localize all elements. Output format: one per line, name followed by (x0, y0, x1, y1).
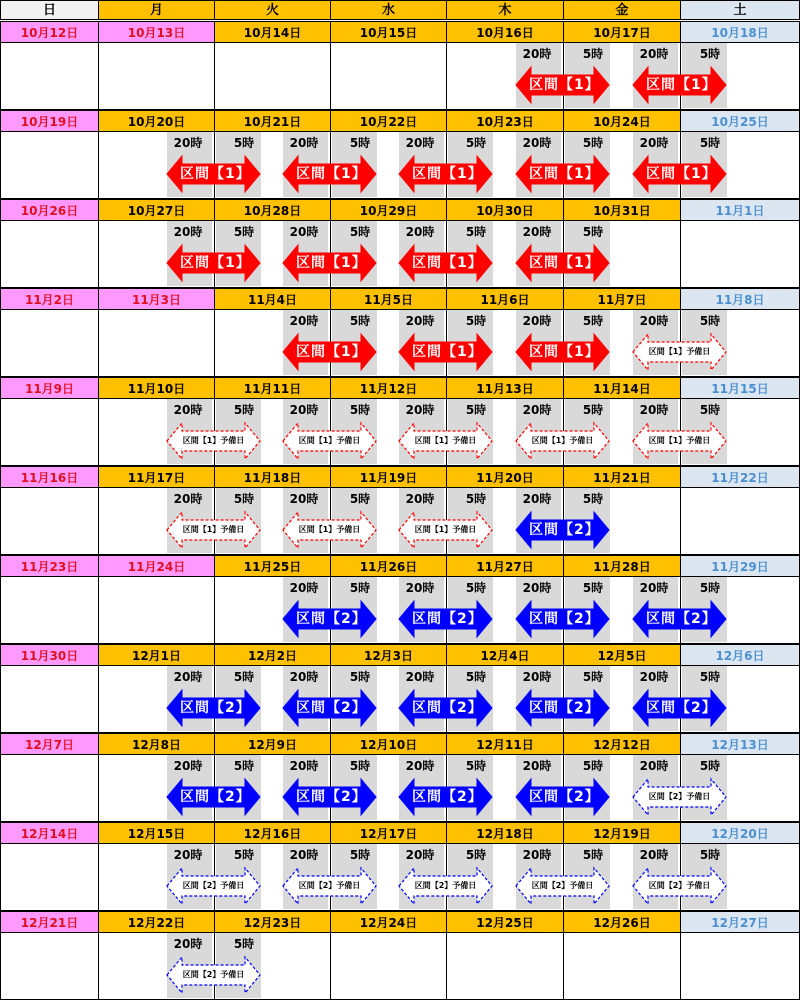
section-arrow[interactable] (282, 864, 377, 908)
date-cell[interactable]: 12月6日 (680, 644, 800, 666)
end-time-label: 5時 (233, 848, 255, 862)
section-arrow[interactable] (282, 330, 377, 374)
end-time-label: 5時 (582, 225, 604, 239)
date-cell[interactable]: 10月27日 (98, 199, 215, 221)
start-time-label: 20時 (289, 314, 319, 328)
date-cell[interactable]: 11月29日 (680, 555, 800, 577)
date-cell[interactable]: 11月5日 (330, 288, 447, 310)
section-label: 区間【2】 (529, 700, 600, 716)
end-time-label: 5時 (233, 759, 255, 773)
date-cell[interactable]: 11月25日 (214, 555, 331, 577)
schedule-cell[interactable] (0, 932, 99, 1000)
start-time-label: 20時 (173, 848, 203, 862)
end-time-label: 5時 (699, 848, 721, 862)
date-cell[interactable]: 12月4日 (446, 644, 564, 666)
section-label: 区間【2】 (180, 700, 251, 716)
start-time-label: 20時 (405, 581, 435, 595)
end-time-label: 5時 (582, 670, 604, 684)
section-label: 区間【2】 (529, 522, 600, 538)
section-arrow[interactable] (632, 152, 727, 196)
date-cell[interactable]: 11月15日 (680, 377, 800, 399)
section-arrow[interactable] (515, 508, 610, 552)
section-label: 区間【2】 (646, 611, 717, 627)
end-time-label: 5時 (233, 225, 255, 239)
section-label: 区間【1】予備日 (298, 525, 361, 534)
start-time-label: 20時 (639, 136, 669, 150)
end-time-label: 5時 (465, 314, 487, 328)
start-time-label: 20時 (522, 403, 552, 417)
date-cell[interactable]: 12月3日 (330, 644, 447, 666)
section-label: 区間【1】 (646, 77, 717, 93)
date-cell[interactable]: 10月12日 (0, 21, 99, 43)
date-cell[interactable]: 12月10日 (330, 733, 447, 755)
end-time-label: 5時 (699, 403, 721, 417)
section-arrow[interactable] (632, 330, 727, 374)
section-label: 区間【1】 (296, 255, 367, 271)
start-time-label: 20時 (173, 225, 203, 239)
start-time-label: 20時 (289, 759, 319, 773)
schedule-cell[interactable] (98, 576, 215, 644)
start-time-label: 20時 (405, 670, 435, 684)
schedule-cell[interactable] (0, 576, 99, 644)
date-cell[interactable]: 11月6日 (446, 288, 564, 310)
section-arrow[interactable] (515, 152, 610, 196)
section-label: 区間【1】予備日 (182, 436, 245, 445)
end-time-label: 5時 (582, 314, 604, 328)
start-time-label: 20時 (405, 759, 435, 773)
section-arrow[interactable] (515, 63, 610, 107)
end-time-label: 5時 (465, 492, 487, 506)
end-time-label: 5時 (582, 848, 604, 862)
end-time-label: 5時 (699, 581, 721, 595)
start-time-label: 20時 (405, 136, 435, 150)
section-label: 区間【1】 (296, 166, 367, 182)
end-time-label: 5時 (349, 670, 371, 684)
date-cell[interactable]: 11月13日 (446, 377, 564, 399)
section-label: 区間【1】 (529, 77, 600, 93)
end-time-label: 5時 (233, 136, 255, 150)
section-label: 区間【2】予備日 (414, 881, 477, 890)
date-cell[interactable]: 12月21日 (0, 911, 99, 933)
date-cell[interactable]: 11月17日 (98, 466, 215, 488)
end-time-label: 5時 (349, 848, 371, 862)
date-cell[interactable]: 12月12日 (563, 733, 681, 755)
section-label: 区間【2】 (296, 789, 367, 805)
date-cell[interactable]: 11月19日 (330, 466, 447, 488)
date-cell[interactable]: 12月18日 (446, 822, 564, 844)
weekday-header: 木 (446, 0, 564, 20)
date-cell[interactable]: 11月12日 (330, 377, 447, 399)
date-cell[interactable]: 12月27日 (680, 911, 800, 933)
start-time-label: 20時 (405, 225, 435, 239)
section-label: 区間【2】予備日 (531, 881, 594, 890)
date-cell[interactable]: 11月1日 (680, 199, 800, 221)
date-cell[interactable]: 12月13日 (680, 733, 800, 755)
start-time-label: 20時 (289, 225, 319, 239)
end-time-label: 5時 (582, 759, 604, 773)
section-arrow[interactable] (515, 686, 610, 730)
start-time-label: 20時 (173, 136, 203, 150)
start-time-label: 20時 (405, 492, 435, 506)
date-cell[interactable]: 11月3日 (98, 288, 215, 310)
end-time-label: 5時 (699, 759, 721, 773)
section-arrow[interactable] (398, 330, 493, 374)
schedule-cell[interactable] (680, 220, 800, 288)
schedule-cell[interactable] (0, 665, 99, 733)
date-cell[interactable]: 10月20日 (98, 110, 215, 132)
section-arrow[interactable] (398, 864, 493, 908)
weekday-header: 水 (330, 0, 447, 20)
start-time-label: 20時 (639, 759, 669, 773)
section-arrow[interactable] (282, 597, 377, 641)
section-arrow[interactable] (282, 508, 377, 552)
end-time-label: 5時 (582, 403, 604, 417)
start-time-label: 20時 (522, 492, 552, 506)
section-label: 区間【1】予備日 (414, 436, 477, 445)
end-time-label: 5時 (582, 492, 604, 506)
date-cell[interactable]: 11月22日 (680, 466, 800, 488)
date-cell[interactable]: 12月17日 (330, 822, 447, 844)
section-arrow[interactable] (398, 686, 493, 730)
date-cell[interactable]: 10月22日 (330, 110, 447, 132)
end-time-label: 5時 (349, 225, 371, 239)
date-cell[interactable]: 11月4日 (214, 288, 331, 310)
section-label: 区間【1】 (180, 166, 251, 182)
section-label: 区間【2】予備日 (298, 881, 361, 890)
date-cell[interactable]: 12月11日 (446, 733, 564, 755)
weekday-header: 土 (680, 0, 800, 20)
date-cell[interactable]: 10月31日 (563, 199, 681, 221)
date-cell[interactable]: 10月30日 (446, 199, 564, 221)
end-time-label: 5時 (233, 670, 255, 684)
date-cell[interactable]: 11月10日 (98, 377, 215, 399)
section-label: 区間【2】 (296, 700, 367, 716)
schedule-cell[interactable] (0, 220, 99, 288)
end-time-label: 5時 (349, 759, 371, 773)
end-time-label: 5時 (349, 314, 371, 328)
date-cell[interactable]: 11月30日 (0, 644, 99, 666)
section-label: 区間【1】 (412, 344, 483, 360)
section-arrow[interactable] (166, 775, 261, 819)
start-time-label: 20時 (289, 403, 319, 417)
date-cell[interactable]: 12月19日 (563, 822, 681, 844)
section-label: 区間【1】 (180, 255, 251, 271)
date-cell[interactable]: 11月28日 (563, 555, 681, 577)
section-arrow[interactable] (398, 597, 493, 641)
section-label: 区間【1】予備日 (182, 525, 245, 534)
date-cell[interactable]: 11月21日 (563, 466, 681, 488)
start-time-label: 20時 (522, 581, 552, 595)
date-cell[interactable]: 12月26日 (563, 911, 681, 933)
section-label: 区間【1】 (529, 344, 600, 360)
start-time-label: 20時 (289, 581, 319, 595)
start-time-label: 20時 (173, 937, 203, 951)
section-arrow[interactable] (166, 508, 261, 552)
schedule-cell[interactable] (0, 487, 99, 555)
date-cell[interactable]: 10月21日 (214, 110, 331, 132)
start-time-label: 20時 (173, 403, 203, 417)
date-cell[interactable]: 12月23日 (214, 911, 331, 933)
date-cell[interactable]: 10月15日 (330, 21, 447, 43)
start-time-label: 20時 (173, 759, 203, 773)
date-cell[interactable]: 11月16日 (0, 466, 99, 488)
start-time-label: 20時 (289, 492, 319, 506)
start-time-label: 20時 (289, 848, 319, 862)
date-cell[interactable]: 12月14日 (0, 822, 99, 844)
section-label: 区間【2】 (412, 611, 483, 627)
date-cell[interactable]: 10月13日 (98, 21, 215, 43)
section-arrow[interactable] (166, 953, 261, 997)
section-arrow[interactable] (398, 419, 493, 463)
date-cell[interactable]: 12月16日 (214, 822, 331, 844)
end-time-label: 5時 (349, 136, 371, 150)
section-label: 区間【1】 (412, 255, 483, 271)
end-time-label: 5時 (465, 670, 487, 684)
start-time-label: 20時 (289, 136, 319, 150)
start-time-label: 20時 (639, 47, 669, 61)
end-time-label: 5時 (582, 136, 604, 150)
section-label: 区間【2】 (646, 700, 717, 716)
end-time-label: 5時 (349, 492, 371, 506)
section-label: 区間【1】 (529, 255, 600, 271)
date-cell[interactable]: 11月27日 (446, 555, 564, 577)
date-cell[interactable]: 10月17日 (563, 21, 681, 43)
end-time-label: 5時 (465, 225, 487, 239)
date-cell[interactable]: 10月28日 (214, 199, 331, 221)
start-time-label: 20時 (522, 670, 552, 684)
section-arrow[interactable] (166, 864, 261, 908)
date-cell[interactable]: 12月5日 (563, 644, 681, 666)
section-label: 区間【2】予備日 (648, 792, 711, 801)
section-arrow[interactable] (515, 241, 610, 285)
date-cell[interactable]: 11月18日 (214, 466, 331, 488)
start-time-label: 20時 (405, 314, 435, 328)
end-time-label: 5時 (699, 670, 721, 684)
date-cell[interactable]: 11月2日 (0, 288, 99, 310)
date-cell[interactable]: 11月14日 (563, 377, 681, 399)
date-cell[interactable]: 12月20日 (680, 822, 800, 844)
schedule-cell[interactable] (98, 309, 215, 377)
date-cell[interactable]: 12月15日 (98, 822, 215, 844)
schedule-cell[interactable] (330, 932, 447, 1000)
section-label: 区間【1】予備日 (648, 436, 711, 445)
section-arrow[interactable] (166, 419, 261, 463)
section-label: 区間【2】 (529, 611, 600, 627)
section-label: 区間【1】 (412, 166, 483, 182)
end-time-label: 5時 (699, 314, 721, 328)
date-cell[interactable]: 12月2日 (214, 644, 331, 666)
end-time-label: 5時 (699, 136, 721, 150)
date-cell[interactable]: 12月1日 (98, 644, 215, 666)
section-label: 区間【2】 (529, 789, 600, 805)
section-label: 区間【1】予備日 (414, 525, 477, 534)
date-cell[interactable]: 12月22日 (98, 911, 215, 933)
section-arrow[interactable] (282, 152, 377, 196)
schedule-cell[interactable] (214, 42, 331, 110)
schedule-cell[interactable] (446, 932, 564, 1000)
start-time-label: 20時 (522, 47, 552, 61)
section-arrow[interactable] (632, 597, 727, 641)
section-arrow[interactable] (515, 330, 610, 374)
start-time-label: 20時 (173, 492, 203, 506)
date-cell[interactable]: 10月14日 (214, 21, 331, 43)
schedule-cell[interactable] (680, 487, 800, 555)
end-time-label: 5時 (349, 403, 371, 417)
section-arrow[interactable] (398, 508, 493, 552)
section-arrow[interactable] (282, 686, 377, 730)
section-arrow[interactable] (632, 686, 727, 730)
section-arrow[interactable] (398, 775, 493, 819)
date-cell[interactable]: 11月7日 (563, 288, 681, 310)
section-label: 区間【2】予備日 (182, 881, 245, 890)
start-time-label: 20時 (639, 403, 669, 417)
end-time-label: 5時 (465, 759, 487, 773)
end-time-label: 5時 (233, 403, 255, 417)
section-label: 区間【1】 (646, 166, 717, 182)
section-arrow[interactable] (282, 241, 377, 285)
end-time-label: 5時 (233, 937, 255, 951)
section-label: 区間【1】予備日 (531, 436, 594, 445)
section-label: 区間【1】 (529, 166, 600, 182)
schedule-cell[interactable] (0, 42, 99, 110)
date-cell[interactable]: 12月24日 (330, 911, 447, 933)
section-arrow[interactable] (515, 864, 610, 908)
date-cell[interactable]: 10月16日 (446, 21, 564, 43)
schedule-cell[interactable] (0, 398, 99, 466)
end-time-label: 5時 (582, 581, 604, 595)
schedule-cell[interactable] (98, 42, 215, 110)
end-time-label: 5時 (582, 47, 604, 61)
weekday-header: 金 (563, 0, 681, 20)
date-cell[interactable]: 11月24日 (98, 555, 215, 577)
end-time-label: 5時 (465, 403, 487, 417)
date-cell[interactable]: 11月9日 (0, 377, 99, 399)
date-cell[interactable]: 10月18日 (680, 21, 800, 43)
section-arrow[interactable] (282, 419, 377, 463)
section-arrow[interactable] (166, 241, 261, 285)
date-cell[interactable]: 11月8日 (680, 288, 800, 310)
start-time-label: 20時 (405, 403, 435, 417)
start-time-label: 20時 (173, 670, 203, 684)
section-label: 区間【1】予備日 (648, 347, 711, 356)
date-cell[interactable]: 10月19日 (0, 110, 99, 132)
date-cell[interactable]: 10月23日 (446, 110, 564, 132)
section-arrow[interactable] (632, 419, 727, 463)
section-label: 区間【2】 (412, 789, 483, 805)
end-time-label: 5時 (465, 848, 487, 862)
start-time-label: 20時 (639, 670, 669, 684)
date-cell[interactable]: 10月29日 (330, 199, 447, 221)
section-label: 区間【2】予備日 (648, 881, 711, 890)
start-time-label: 20時 (522, 759, 552, 773)
section-arrow[interactable] (515, 419, 610, 463)
date-cell[interactable]: 12月8日 (98, 733, 215, 755)
start-time-label: 20時 (405, 848, 435, 862)
section-arrow[interactable] (398, 152, 493, 196)
start-time-label: 20時 (522, 314, 552, 328)
section-arrow[interactable] (282, 775, 377, 819)
section-arrow[interactable] (515, 775, 610, 819)
section-arrow[interactable] (632, 63, 727, 107)
start-time-label: 20時 (289, 670, 319, 684)
section-arrow[interactable] (515, 597, 610, 641)
weekday-header: 日 (0, 0, 99, 20)
section-label: 区間【2】 (412, 700, 483, 716)
section-label: 区間【1】 (296, 344, 367, 360)
end-time-label: 5時 (349, 581, 371, 595)
section-arrow[interactable] (398, 241, 493, 285)
section-arrow[interactable] (166, 686, 261, 730)
date-cell[interactable]: 12月7日 (0, 733, 99, 755)
start-time-label: 20時 (639, 314, 669, 328)
schedule-cell[interactable] (330, 42, 447, 110)
section-label: 区間【2】 (180, 789, 251, 805)
section-label: 区間【2】 (296, 611, 367, 627)
date-cell[interactable]: 12月25日 (446, 911, 564, 933)
section-arrow[interactable] (166, 152, 261, 196)
section-label: 区間【1】予備日 (298, 436, 361, 445)
weekday-header: 月 (98, 0, 215, 20)
date-cell[interactable]: 10月24日 (563, 110, 681, 132)
schedule-cell[interactable] (0, 131, 99, 199)
schedule-cell[interactable] (0, 309, 99, 377)
date-cell[interactable]: 11月26日 (330, 555, 447, 577)
schedule-cell[interactable] (563, 932, 681, 1000)
section-arrow[interactable] (632, 775, 727, 819)
schedule-cell[interactable] (0, 754, 99, 822)
schedule-cell[interactable] (0, 843, 99, 911)
date-cell[interactable]: 11月20日 (446, 466, 564, 488)
start-time-label: 20時 (639, 848, 669, 862)
date-cell[interactable]: 10月25日 (680, 110, 800, 132)
end-time-label: 5時 (699, 47, 721, 61)
section-label: 区間【2】予備日 (182, 970, 245, 979)
date-cell[interactable]: 10月26日 (0, 199, 99, 221)
end-time-label: 5時 (465, 581, 487, 595)
date-cell[interactable]: 12月9日 (214, 733, 331, 755)
weekday-header: 火 (214, 0, 331, 20)
section-arrow[interactable] (632, 864, 727, 908)
end-time-label: 5時 (465, 136, 487, 150)
end-time-label: 5時 (233, 492, 255, 506)
start-time-label: 20時 (522, 136, 552, 150)
start-time-label: 20時 (522, 225, 552, 239)
start-time-label: 20時 (522, 848, 552, 862)
schedule-cell[interactable] (680, 932, 800, 1000)
date-cell[interactable]: 11月23日 (0, 555, 99, 577)
date-cell[interactable]: 11月11日 (214, 377, 331, 399)
start-time-label: 20時 (639, 581, 669, 595)
